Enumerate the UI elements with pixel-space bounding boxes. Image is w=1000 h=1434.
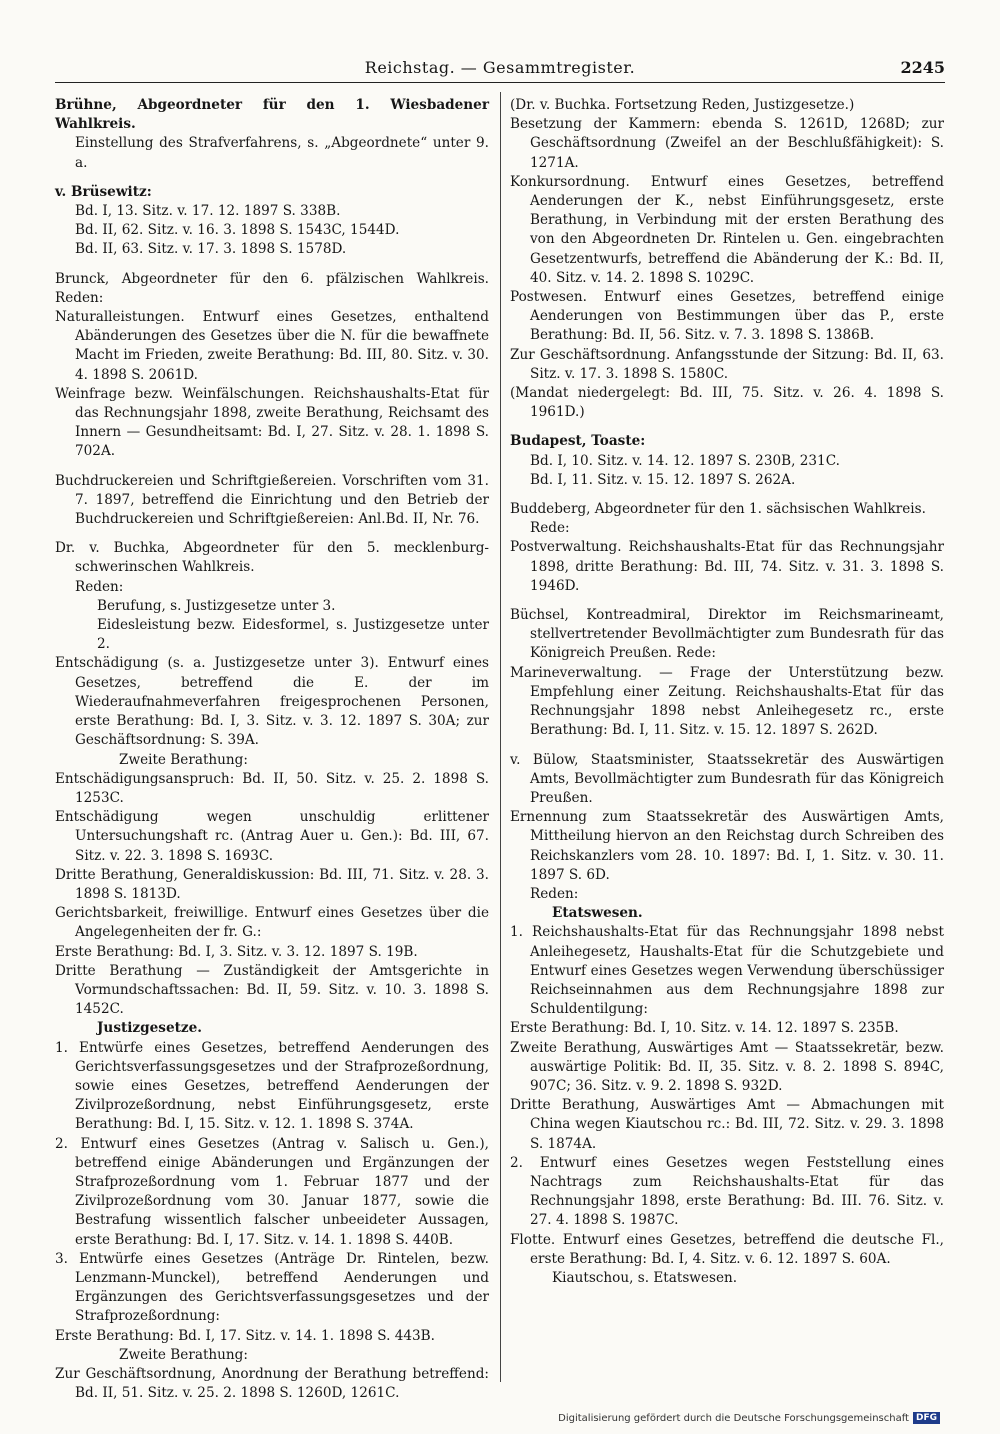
entry-line: Entschädigung wegen unschuldig erlittener Untersuchungshaft rc. (Antrag Auer u. Gen.): Bd. III, 67. Sitz. v. 22. 3. 1898 S. 1693C. <box>55 809 489 864</box>
register-entry <box>510 606 944 740</box>
dfg-logo: DFG <box>913 1412 940 1424</box>
entry-line: Bd. II, 62. Sitz. v. 16. 3. 1898 S. 1543C, 1544D. <box>75 222 400 239</box>
entry-line: Postwesen. Entwurf eines Gesetzes, betreffend einige Aenderungen von Bestimmungen über das P., erste Berathung: Bd. II, 56. Sitz. v. 7. 3. 1898 S. 1386B. <box>510 289 944 344</box>
entry-line: Bd. II, 63. Sitz. v. 17. 3. 1898 S. 1578D. <box>75 241 347 258</box>
entry-line: Bd. I, 11. Sitz. v. 15. 12. 1897 S. 262A. <box>530 471 796 488</box>
entry-line: Dritte Berathung, Generaldiskussion: Bd. III, 71. Sitz. v. 28. 3. 1898 S. 1813D. <box>55 866 489 902</box>
entry-line: 1. Reichshaushalts-Etat für das Rechnungsjahr 1898 nebst Anleihegesetz, Haushalts-Etat für die Schutzgebiete und Entwurf eines Gesetzes wegen Verwendung überschüssiger Reichseinnahmen aus dem Rechnungsjahre 1898 zur Schuldentilgung: <box>510 924 944 1018</box>
entry-line: Zweite Berathung: <box>119 751 248 768</box>
entry-line: Entschädigungsanspruch: Bd. II, 50. Sitz. v. 25. 2. 1898 S. 1253C. <box>55 770 489 806</box>
entry-line: Entschädigung (s. a. Justizgesetze unter 3). Entwurf eines Gesetzes, betreffend die E. der im Wiederaufnahmeverfahren freigesprochenen Personen, erste Berathung: Bd. I, 3. Sitz. v. 3. 12. 1897 S. 30A; zur Geschäftsordnung: S. 39A. <box>55 655 489 749</box>
entry-line: Flotte. Entwurf eines Gesetzes, betreffend die deutsche Fl., erste Berathung: Bd. I, 4. Sitz. v. 6. 12. 1897 S. 60A. <box>510 1231 944 1267</box>
register-entry <box>55 183 489 260</box>
entry-line: Marineverwaltung. — Frage der Unterstützung bezw. Empfehlung einer Zeitung. Reichshaushalts-Etat für das Rechnungsjahr 1898 nebst Anleihegesetz rc., erste Berathung: Bd. I, 11. Sitz. v. 15. 12. 1897 S. 262D. <box>510 664 944 739</box>
entry-line: Erste Berathung: Bd. I, 17. Sitz. v. 14. 1. 1898 S. 443B. <box>55 1327 435 1344</box>
funding-note: Digitalisierung gefördert durch die Deutsche Forschungsgemeinschaft <box>558 1412 909 1424</box>
entry-line: Zweite Berathung, Auswärtiges Amt — Staatssekretär, bezw. auswärtige Politik: Bd. II, 35. Sitz. v. 8. 2. 1898 S. 894C, 907C; 36. Sitz. v. 9. 2. 1898 S. 932D. <box>510 1039 944 1094</box>
entry-line: Büchsel, Kontreadmiral, Direktor im Reichsmarineamt, stellvertretender Bevollmächtigter zum Bundesrath für das Königreich Preußen. Rede: <box>510 607 944 662</box>
entry-line: Etatswesen. <box>552 905 643 922</box>
entry-line: Einstellung des Strafverfahrens, s. „Abgeordnete“ unter 9. a. <box>75 135 489 171</box>
entry-line: Naturalleistungen. Entwurf eines Gesetzes, enthaltend Abänderungen des Gesetzes über die N. für die bewaffnete Macht im Frieden, zweite Berathung: Bd. III, 80. Sitz. v. 30. 4. 1898 S. 2061D. <box>55 309 489 383</box>
entry-line: Berufung, s. Justizgesetze unter 3. <box>97 597 336 614</box>
entry-line: Weinfrage bezw. Weinfälschungen. Reichshaushalts-Etat für das Rechnungsjahr 1898, zweite Berathung, Reichsamt des Innern — Gesundheitsamt: Bd. I, 27. Sitz. v. 28. 1. 1898 S. 702A. <box>55 385 489 460</box>
entry-line: Bd. I, 10. Sitz. v. 14. 12. 1897 S. 230B, 231C. <box>530 452 840 469</box>
entry-line: Rede: <box>530 520 570 537</box>
entry-line: (Dr. v. Buchka. Fortsetzung Reden, Justizgesetze.) <box>510 97 855 113</box>
entry-line: Konkursordnung. Entwurf eines Gesetzes, betreffend Aenderungen der K., nebst Einführungsgesetz, erste Berathung, in Verbindung mit der ersten Berathung des von den Abgeordneten Dr. Rintelen u. Gen. eingebrachten Gesetzentwurfs, betreffend die Abänderung der K.: Bd. II, 40. Sitz. v. 14. 2. 1898 S. 1029C. <box>510 173 944 286</box>
footer <box>558 1412 940 1424</box>
entry-line: 1. Entwürfe eines Gesetzes, betreffend Aenderungen des Gerichtsverfassungsgesetzes und der Strafprozeßordnung, sowie eines Gesetzes, betreffend Aenderungen der Zivilprozeßordnung, nebst Einführungsgesetz, erste Berathung: Bd. I, 15. Sitz. v. 12. 1. 1898 S. 374A. <box>55 1039 489 1133</box>
entry-line: Buddeberg, Abgeordneter für den 1. sächsischen Wahlkreis. <box>510 501 926 518</box>
entry-line: v. Brüsewitz: <box>55 183 152 200</box>
entry-line: Erste Berathung: Bd. I, 3. Sitz. v. 3. 12. 1897 S. 19B. <box>55 943 418 960</box>
entry-line: (Mandat niedergelegt: Bd. III, 75. Sitz. v. 26. 4. 1898 S. 1961D.) <box>510 385 944 421</box>
entry-line: Bd. I, 13. Sitz. v. 17. 12. 1897 S. 338B. <box>75 203 341 220</box>
entry-line: Ernennung zum Staatssekretär des Auswärtigen Amts, Mittheilung hiervon an den Reichstag durch Schreiben des Reichskanzlers vom 28. 10. 1897: Bd. I, 1. Sitz. v. 30. 11. 1897 S. 6D. <box>510 809 944 883</box>
entry-line: Reden: <box>530 885 579 902</box>
entry-line: Zweite Berathung: <box>119 1346 248 1363</box>
entry-line: Eidesleistung bezw. Eidesformel, s. Justizgesetze unter 2. <box>97 617 489 653</box>
register-entry <box>55 539 489 1403</box>
entry-line: 2. Entwurf eines Gesetzes wegen Feststellung eines Nachtrags zum Reichshaushalts-Etat für das Rechnungsjahr 1898, erste Berathung: Bd. III. 76. Sitz. v. 27. 4. 1898 S. 1987C. <box>510 1154 944 1229</box>
entry-line: 2. Entwurf eines Gesetzes (Antrag v. Salisch u. Gen.), betreffend einige Abänderungen und Ergänzungen der Strafprozeßordnung vom 1. Februar 1877 und der Zivilprozeßordnung vom 30. Januar 1877, sowie die Bestrafung wissentlich falscher unbeeideter Aussagen, erste Berathung: Bd. I, 17. Sitz. v. 14. 1. 1898 S. 440B. <box>55 1135 489 1248</box>
register-entry <box>510 500 944 596</box>
left-column <box>55 96 489 1413</box>
register-entry <box>510 96 944 422</box>
entry-line: Gerichtsbarkeit, freiwillige. Entwurf eines Gesetzes über die Angelegenheiten der fr. G.: <box>55 905 489 941</box>
entry-line: Besetzung der Kammern: ebenda S. 1261D, 1268D; zur Geschäftsordnung (Zweifel an der Beschlußfähigkeit): S. 1271A. <box>510 116 944 171</box>
right-column <box>510 96 944 1298</box>
entry-line: Reden: <box>75 578 124 595</box>
entry-line: Brühne, Abgeordneter für den 1. Wiesbadener Wahlkreis. <box>55 97 489 133</box>
register-entry <box>510 751 944 1289</box>
entry-line: Erste Berathung: Bd. I, 10. Sitz. v. 14. 12. 1897 S. 235B. <box>510 1020 899 1037</box>
entry-line: v. Bülow, Staatsminister, Staatssekretär des Auswärtigen Amts, Bevollmächtigter zum Bundesrath für das Königreich Preußen. <box>510 751 944 806</box>
entry-line: Dritte Berathung — Zuständigkeit der Amtsgerichte in Vormundschaftssachen: Bd. II, 59. Sitz. v. 10. 3. 1898 S. 1452C. <box>55 962 489 1018</box>
running-title: Reichstag. — Gesammtregister. <box>364 58 636 77</box>
register-entry <box>510 432 944 490</box>
entry-line: Postverwaltung. Reichshaushalts-Etat für das Rechnungsjahr 1898, dritte Berathung: Bd. III, 74. Sitz. v. 31. 3. 1898 S. 1946D. <box>510 539 944 594</box>
entry-line: Zur Geschäftsordnung. Anfangsstunde der Sitzung: Bd. II, 63. Sitz. v. 17. 3. 1898 S. 1580C. <box>510 346 944 382</box>
entry-line: Budapest, Toaste: <box>510 433 646 450</box>
entry-line: Dritte Berathung, Auswärtiges Amt — Abmachungen mit China wegen Kiautschou rc.: Bd. III, 72. Sitz. v. 29. 3. 1898 S. 1874A. <box>510 1097 944 1152</box>
page-header <box>55 58 945 80</box>
entry-line: 3. Entwürfe eines Gesetzes (Anträge Dr. Rintelen, bezw. Lenzmann-Munckel), betreffend Aenderungen und Ergänzungen des Gerichtsverfassungsgesetzes und der Strafprozeßordnung: <box>55 1250 489 1325</box>
header-rule <box>55 82 945 83</box>
entry-line: Justizgesetze. <box>97 1020 202 1037</box>
entry-line: Kiautschou, s. Etatswesen. <box>552 1269 738 1286</box>
page-number: 2245 <box>900 58 945 77</box>
register-entry <box>55 270 489 462</box>
entry-line: Brunck, Abgeordneter für den 6. pfälzischen Wahlkreis. Reden: <box>55 270 489 306</box>
column-divider <box>500 92 501 1382</box>
entry-line: Zur Geschäftsordnung, Anordnung der Berathung betreffend: Bd. II, 51. Sitz. v. 25. 2. 1898 S. 1260D, 1261C. <box>55 1366 489 1402</box>
entry-line: Dr. v. Buchka, Abgeordneter für den 5. mecklenburg-schwerinschen Wahlkreis. <box>55 540 489 576</box>
register-entry <box>55 472 489 530</box>
entry-line: Buchdruckereien und Schriftgießereien. Vorschriften vom 31. 7. 1897, betreffend die Einrichtung und den Betrieb der Buchdruckereien und Schriftgießereien: Anl.Bd. II, Nr. 76. <box>55 472 489 528</box>
register-entry <box>55 96 489 173</box>
